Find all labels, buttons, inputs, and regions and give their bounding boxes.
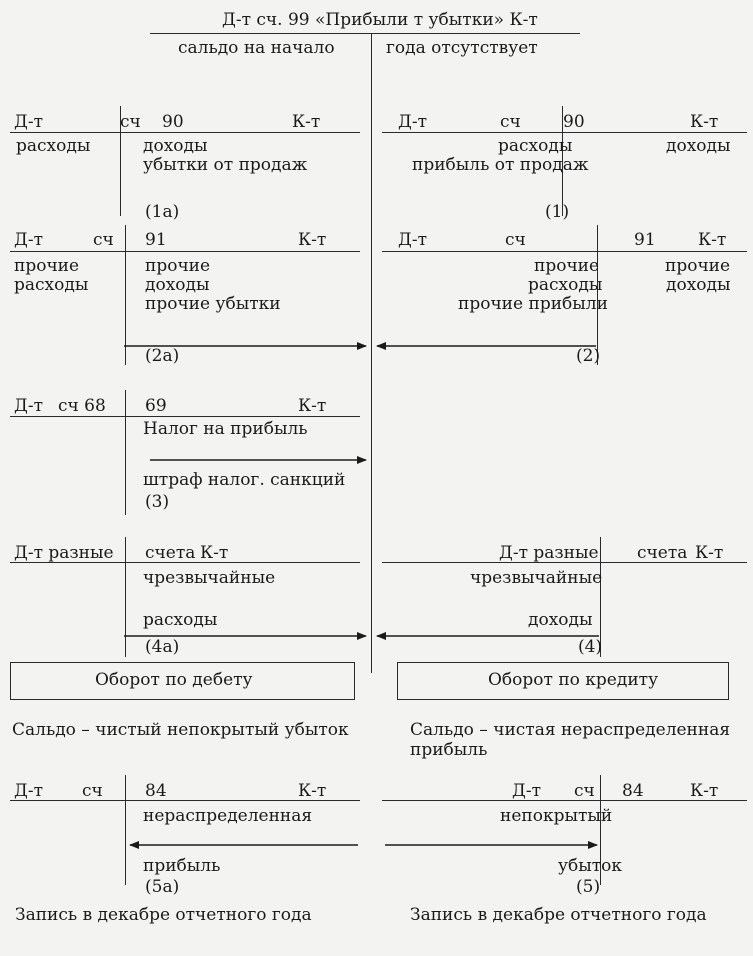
left-91-other-losses: прочие убытки	[145, 294, 281, 314]
saldo-net-profit-1: Сальдо – чистая нераспределенная	[410, 720, 731, 740]
right-emergency-accounts: счета	[637, 543, 688, 563]
left-84-line1: нераспределенная	[143, 806, 313, 826]
left-90-number: 90	[162, 112, 184, 132]
saldo-net-loss: Сальдо – чистый непокрытый убыток	[12, 720, 349, 740]
saldo-net-profit-2: прибыль	[410, 740, 488, 760]
right-91-label: (2)	[576, 346, 601, 366]
left-91-label: (2а)	[145, 346, 180, 366]
left-69-number: 69	[145, 396, 167, 416]
right-91-other-1: прочие	[534, 256, 600, 276]
right-91-income: доходы	[666, 275, 731, 295]
account-99-title: Д-т сч. 99 «Прибыли т убытки» К-т	[222, 10, 538, 30]
right-90-income: доходы	[666, 136, 731, 156]
right-emergency-label: (4)	[578, 637, 603, 657]
left-90-label: (1а)	[145, 202, 180, 222]
right-90-debit: Д-т	[398, 112, 427, 132]
right-90-profit: прибыль от продаж	[412, 155, 589, 175]
right-84-label: (5)	[576, 877, 601, 897]
left-84-label: (5а)	[145, 877, 180, 897]
right-84-line2: убыток	[558, 856, 623, 876]
left-91-expenses: расходы	[14, 275, 89, 295]
left-84-debit: Д-т	[14, 781, 43, 801]
left-91-sch: сч	[93, 230, 114, 250]
right-91-other-2: прочие	[665, 256, 731, 276]
right-90-expenses: расходы	[498, 136, 573, 156]
left-emergency-line2: расходы	[143, 610, 218, 630]
left-90-credit: К-т	[292, 112, 321, 132]
left-90-loss: убытки от продаж	[143, 155, 308, 175]
right-90-sch: сч	[500, 112, 521, 132]
right-91-number: 91	[634, 230, 656, 250]
left-90-income: доходы	[143, 136, 208, 156]
right-91-expenses: расходы	[528, 275, 603, 295]
right-84-credit: К-т	[690, 781, 719, 801]
right-emergency-credit: К-т	[695, 543, 724, 563]
left-91-debit: Д-т	[14, 230, 43, 250]
right-84-sch: сч	[574, 781, 595, 801]
right-90-credit: К-т	[690, 112, 719, 132]
right-84-line1: непокрытый	[500, 806, 613, 826]
left-91-number: 91	[145, 230, 167, 250]
left-emergency-line1: чрезвычайные	[143, 568, 276, 588]
left-90-debit: Д-т	[14, 112, 43, 132]
debit-turnover-label: Оборот по дебету	[95, 670, 253, 690]
opening-balance-left: сальдо на начало	[178, 38, 335, 58]
left-footer: Запись в декабре отчетного года	[15, 905, 312, 925]
right-84-number: 84	[622, 781, 644, 801]
left-69-tax-penalty: штраф налог. санкций	[143, 470, 346, 490]
left-69-debit: Д-т	[14, 396, 43, 416]
left-84-sch: сч	[82, 781, 103, 801]
left-emergency-accounts: счета	[145, 543, 196, 563]
left-84-number: 84	[145, 781, 167, 801]
left-69-sch: сч 68	[58, 396, 106, 416]
right-90-label: (1)	[545, 202, 570, 222]
right-emergency-line1: чрезвычайные	[470, 568, 603, 588]
left-90-sch: сч	[120, 112, 141, 132]
left-69-income-tax: Налог на прибыль	[143, 419, 308, 439]
left-emergency-label: (4а)	[145, 637, 180, 657]
right-emergency-debit: Д-т разные	[499, 543, 599, 563]
credit-turnover-label: Оборот по кредиту	[488, 670, 659, 690]
left-84-credit: К-т	[298, 781, 327, 801]
left-91-income: доходы	[145, 275, 210, 295]
left-84-line2: прибыль	[143, 856, 221, 876]
right-emergency-line2: доходы	[528, 610, 593, 630]
right-footer: Запись в декабре отчетного года	[410, 905, 707, 925]
right-91-other-profit: прочие прибыли	[458, 294, 608, 314]
left-69-label: (3)	[145, 492, 170, 512]
left-90-expenses: расходы	[16, 136, 91, 156]
right-84-debit: Д-т	[512, 781, 541, 801]
right-91-sch: сч	[505, 230, 526, 250]
opening-balance-right: года отсутствует	[386, 38, 538, 58]
right-91-debit: Д-т	[398, 230, 427, 250]
left-69-credit: К-т	[298, 396, 327, 416]
left-91-credit: К-т	[298, 230, 327, 250]
right-90-number: 90	[563, 112, 585, 132]
left-91-other-1: прочие	[14, 256, 80, 276]
left-emergency-debit: Д-т разные	[14, 543, 114, 563]
left-91-other-2: прочие	[145, 256, 211, 276]
right-91-credit: К-т	[698, 230, 727, 250]
left-emergency-credit: К-т	[200, 543, 229, 563]
